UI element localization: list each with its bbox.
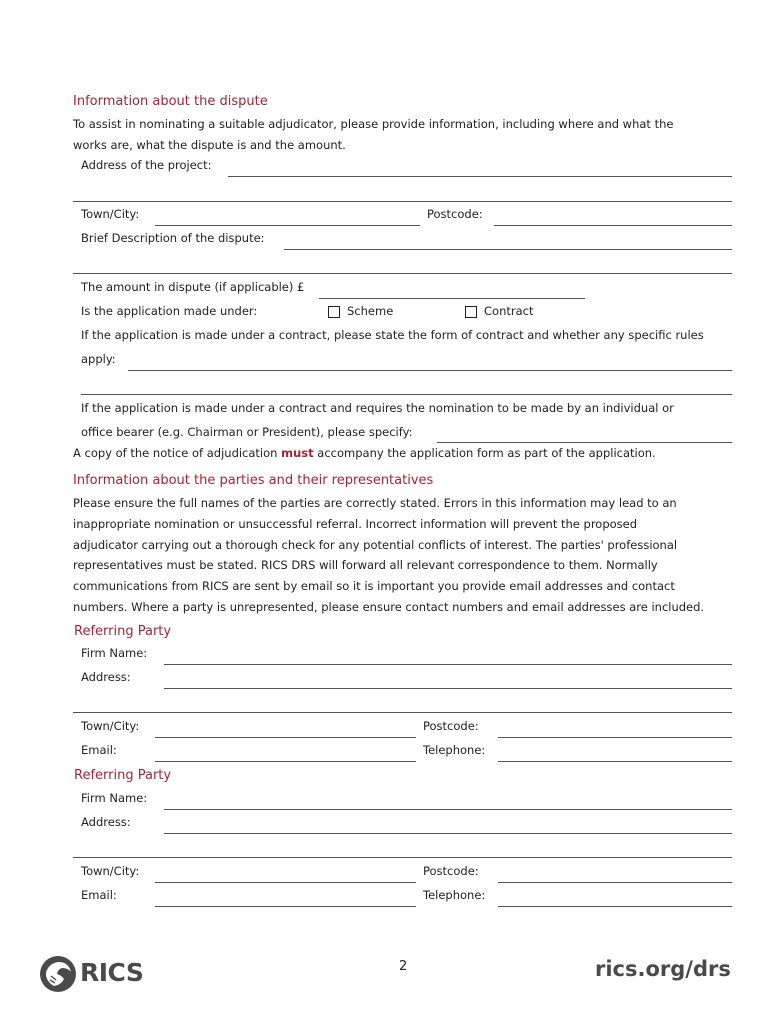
party2-postcode-label: Postcode: bbox=[423, 864, 479, 878]
parties-para-line: inappropriate nomination or unsuccessful referral. Incorrect information will prevent the proposed bbox=[73, 516, 638, 531]
party2-telephone-label: Telephone: bbox=[423, 888, 486, 902]
page-number: 2 bbox=[399, 959, 408, 974]
project-address-field-2[interactable] bbox=[73, 201, 732, 202]
party2-email-field[interactable] bbox=[155, 906, 416, 907]
party2-address-field[interactable] bbox=[164, 833, 732, 834]
party1-telephone-label: Telephone: bbox=[423, 743, 486, 757]
party1-heading: Referring Party bbox=[74, 624, 172, 639]
party2-postcode-field[interactable] bbox=[498, 882, 732, 883]
party1-telephone-field[interactable] bbox=[498, 761, 732, 762]
dispute-intro-line-1: To assist in nominating a suitable adjudicator, please provide information, including where and what the bbox=[73, 117, 674, 131]
parties-para-line: Please ensure the full names of the parties are correctly stated. Errors in this information may lead to an bbox=[73, 496, 677, 510]
project-address-label: Address of the project: bbox=[81, 158, 212, 172]
scheme-label: Scheme bbox=[347, 304, 394, 318]
party2-address-label: Address: bbox=[81, 815, 131, 829]
dispute-intro-line-2: works are, what the dispute is and the amount. bbox=[73, 138, 346, 152]
amount-label: The amount in dispute (if applicable) £ bbox=[81, 280, 305, 294]
party2-address-field-2[interactable] bbox=[73, 857, 732, 858]
party1-postcode-field[interactable] bbox=[498, 737, 732, 738]
project-town-field[interactable] bbox=[155, 225, 420, 226]
contract-form-line-2: apply: bbox=[81, 352, 116, 366]
parties-para-line: adjudicator carrying out a thorough check for any potential conflicts of interest. The parties' professional bbox=[73, 537, 678, 552]
brief-description-field[interactable] bbox=[284, 249, 732, 250]
party1-town-field[interactable] bbox=[155, 737, 416, 738]
parties-para-line: representatives must be stated. RICS DRS will forward all relevant correspondence to them. Normally bbox=[73, 558, 658, 573]
party2-telephone-field[interactable] bbox=[498, 906, 732, 907]
amount-field[interactable] bbox=[319, 298, 585, 299]
party1-town-label: Town/City: bbox=[81, 719, 140, 733]
party1-email-field[interactable] bbox=[155, 761, 416, 762]
contract-label: Contract bbox=[484, 304, 534, 318]
footer-url[interactable]: rics.org/drs bbox=[595, 957, 731, 981]
contract-form-field-2[interactable] bbox=[81, 394, 732, 395]
party2-firm-field[interactable] bbox=[164, 809, 732, 810]
party1-address-field[interactable] bbox=[164, 688, 732, 689]
notice-post-text: accompany the application form as part of the application. bbox=[313, 446, 656, 460]
parties-para-line: numbers. Where a party is unrepresented, please ensure contact numbers and email addresses are included. bbox=[73, 599, 705, 614]
made-under-label: Is the application made under: bbox=[81, 304, 258, 318]
project-postcode-field[interactable] bbox=[494, 225, 732, 226]
contract-form-line-1: If the application is made under a contract, please state the form of contract and whether any specific rules bbox=[81, 328, 704, 342]
party2-town-label: Town/City: bbox=[81, 864, 140, 878]
party1-address-label: Address: bbox=[81, 670, 131, 684]
nomination-line-1: If the application is made under a contract and requires the nomination to be made by an individual or bbox=[81, 401, 674, 415]
parties-heading: Information about the parties and their representatives bbox=[73, 473, 434, 488]
parties-para-line: communications from RICS are sent by email so it is important you provide email addresses and contact bbox=[73, 579, 675, 594]
party2-heading: Referring Party bbox=[74, 768, 172, 783]
contract-checkbox[interactable] bbox=[465, 306, 477, 318]
party1-email-label: Email: bbox=[81, 743, 117, 757]
nomination-field[interactable] bbox=[437, 442, 732, 443]
party1-firm-field[interactable] bbox=[164, 664, 732, 665]
party2-email-label: Email: bbox=[81, 888, 117, 902]
notice-pre-text: A copy of the notice of adjudication bbox=[73, 446, 282, 460]
party1-address-field-2[interactable] bbox=[73, 712, 732, 713]
project-town-label: Town/City: bbox=[81, 207, 140, 221]
dispute-heading: Information about the dispute bbox=[73, 94, 268, 109]
party2-firm-label: Firm Name: bbox=[81, 791, 148, 805]
scheme-checkbox[interactable] bbox=[328, 306, 340, 318]
parties-paragraph bbox=[73, 493, 743, 618]
project-address-field[interactable] bbox=[228, 176, 732, 177]
project-postcode-label: Postcode: bbox=[427, 207, 483, 221]
party2-town-field[interactable] bbox=[155, 882, 416, 883]
brief-description-field-2[interactable] bbox=[73, 273, 732, 274]
party1-firm-label: Firm Name: bbox=[81, 646, 148, 660]
party1-postcode-label: Postcode: bbox=[423, 719, 479, 733]
rics-lion-icon bbox=[38, 954, 78, 994]
notice-statement bbox=[73, 446, 656, 460]
brief-description-label: Brief Description of the dispute: bbox=[81, 231, 265, 245]
nomination-line-2: office bearer (e.g. Chairman or President), please specify: bbox=[81, 425, 413, 439]
notice-must-text: must bbox=[281, 446, 314, 460]
contract-form-field[interactable] bbox=[128, 370, 732, 371]
rics-logo-text: RICS bbox=[80, 958, 144, 987]
